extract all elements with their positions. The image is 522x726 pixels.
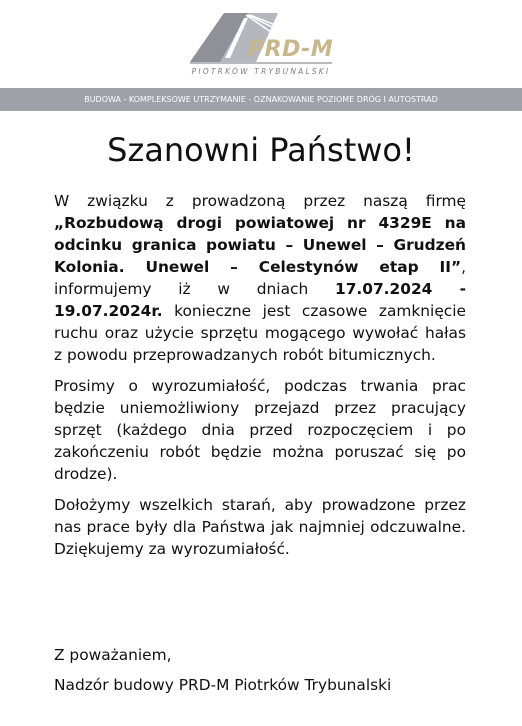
paragraph-notice bbox=[54, 190, 466, 366]
banner-text: BUDOWA - KOMPLEKSOWE UTRZYMANIE - OZNAKOWANIE POZIOME DRÓG I AUTOSTRAD bbox=[84, 95, 438, 104]
project-name: „Rozbudową drogi powiatowej nr 4329E na odcinku granica powiatu – Unewel – Grudzeń Kolonia. Unewel – Celestynów etap II” bbox=[54, 214, 466, 276]
paragraph-request: Prosimy o wyrozumiałość, podczas trwania prac będzie uniemożliwiony przejazd przez pracujący sprzęt (każdego dnia przed rozpoczęciem i po zakończeniu robót będzie można poruszać się po drodze). bbox=[54, 377, 466, 483]
header-banner bbox=[0, 88, 522, 111]
closing-line: Z poważaniem, bbox=[54, 646, 172, 664]
greeting-heading: Szanowni Państwo! bbox=[107, 131, 415, 169]
notice-text-1: W związku z prowadzoną przez naszą firmę bbox=[54, 192, 466, 210]
logo-subtitle: PIOTRKÓW TRYBUNALSKI bbox=[191, 67, 331, 76]
signature-line: Nadzór budowy PRD-M Piotrków Trybunalski bbox=[54, 676, 392, 694]
notice-text-2: , informujemy iż w dniach bbox=[54, 258, 466, 298]
notice-text-3: konieczne jest czasowe zamknięcie ruchu oraz użycie sprzętu mogącego wywołać hałas z powodu przeprowadzanych robót bitumicznych. bbox=[54, 302, 466, 364]
date-range: 17.07.2024 - 19.07.2024r. bbox=[54, 280, 466, 320]
company-logo bbox=[186, 10, 336, 82]
paragraph-apology: Dołożymy wszelkich starań, aby prowadzone przez nas prace były dla Państwa jak najmniej odczuwalne. Dziękujemy za wyrozumiałość. bbox=[54, 496, 466, 558]
letter-body bbox=[54, 190, 466, 560]
logo-wordmark: PRD-M bbox=[248, 37, 334, 62]
